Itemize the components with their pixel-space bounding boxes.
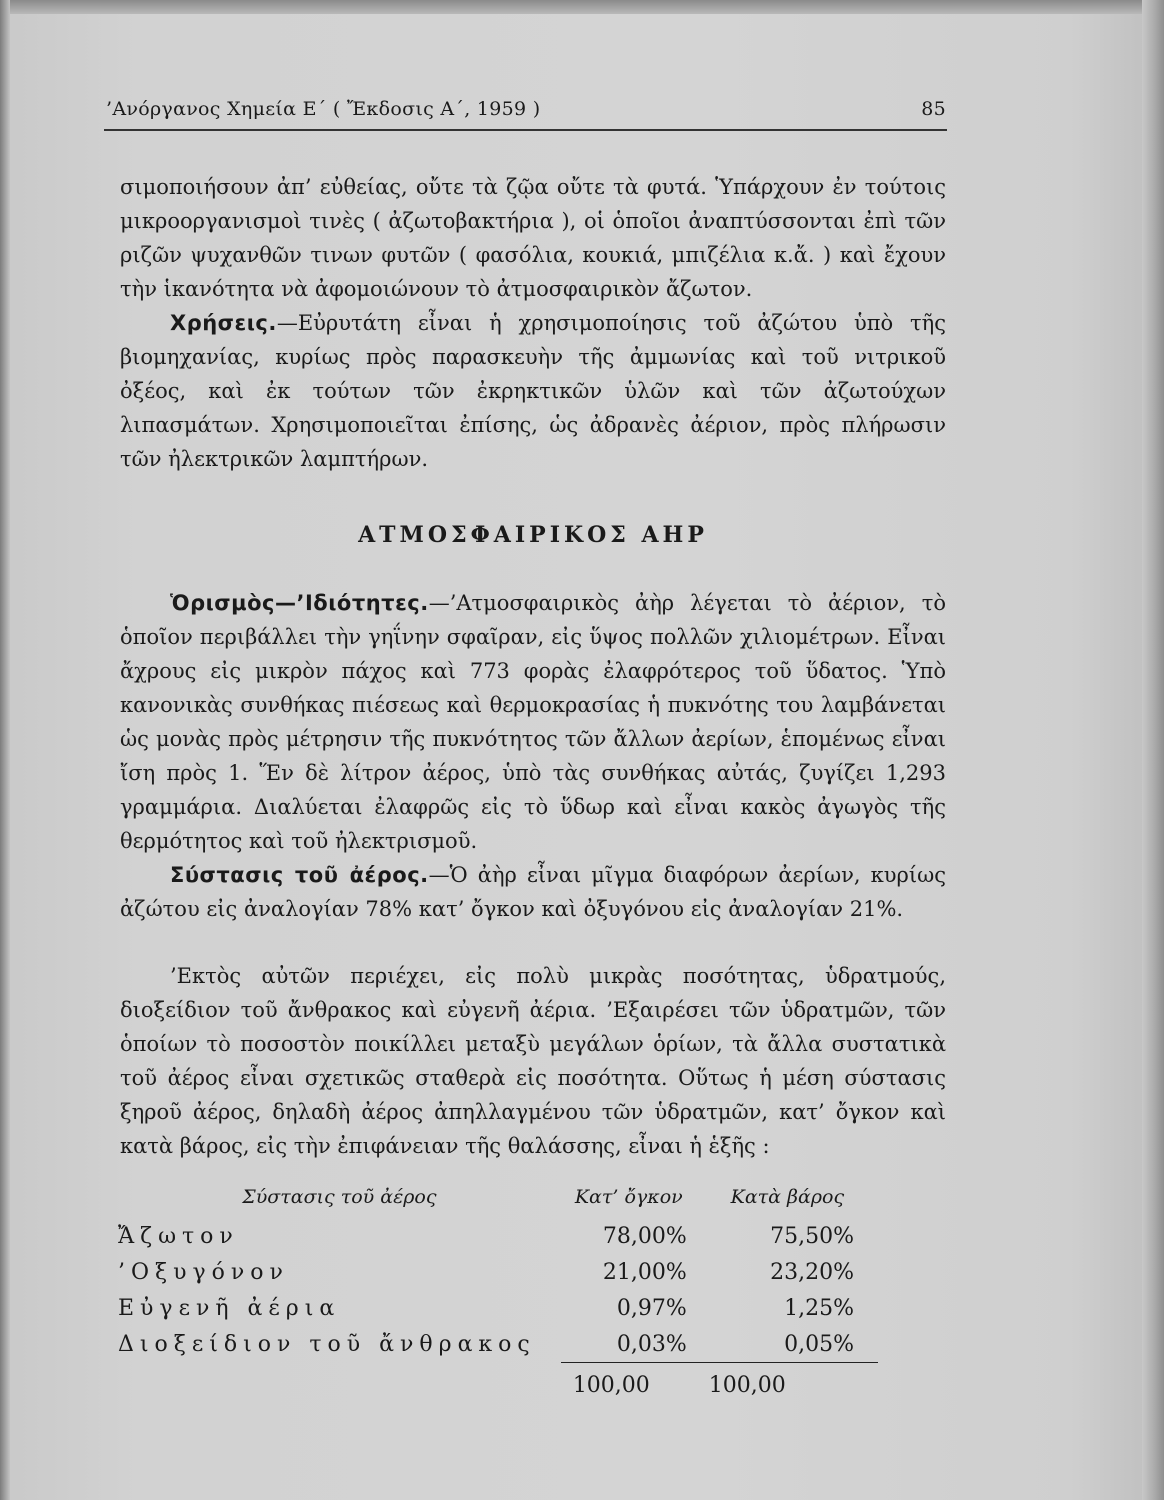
row-volume: 21,00% — [602, 1259, 687, 1285]
definition-text: —’Ατμοσφαιρικὸς ἀὴρ λέγεται τὸ ἀέριον, τὸ ὁποῖον περιβάλλει τὴν γηΐνην σφαῖραν, εἰς ὕψος πολλῶν χιλιομέτρων. Εἶναι ἄχρους εἰς μικρὸν πάχος καὶ 773 φορὰς ἐλαφρότερος τοῦ ὕδατος. Ὑπὸ κανονικὰς συνθήκας πιέσεως καὶ θερμοκρασίας ἡ πυκνότης του λαμβάνεται ὡς μονὰς πρὸς μέτρησιν τῆς πυκνότητος τῶν ἄλλων ἀερίων, ἑπομένως εἶναι ἴση πρὸς 1. Ἕν δὲ λίτρον ἀέρος, ὑπὸ τὰς συνθήκας αὐτάς, ζυγίζει 1,293 γραμμάρια. Διαλύεται ἐλαφρῶς εἰς τὸ ὕδωρ καὶ εἶναι κακὸς ἀγωγὸς τῆς θερμότητος καὶ τοῦ ἠλεκτρισμοῦ. — [120, 591, 946, 853]
scan-edge-top — [0, 0, 1164, 14]
composition-table — [118, 1186, 878, 1407]
table-row — [118, 1218, 878, 1254]
row-weight: 1,25% — [784, 1295, 854, 1321]
total-volume: 100,00 — [572, 1372, 650, 1398]
table-row — [118, 1254, 878, 1290]
row-name: Εὐγενῆ ἀέρια — [118, 1295, 341, 1321]
intro-block — [120, 170, 946, 476]
definition-label: Ὁρισμὸς—’Ιδιότητες. — [170, 591, 429, 615]
table-total-row — [118, 1363, 878, 1408]
table-row — [118, 1290, 878, 1326]
row-weight: 23,20% — [770, 1259, 854, 1285]
table-row — [118, 1326, 878, 1363]
row-weight: 0,05% — [697, 1326, 878, 1363]
composition-paragraph — [120, 858, 946, 926]
uses-text: —Εὐρυτάτη εἶναι ἡ χρησιμοποίησις τοῦ ἀζώτου ὑπὸ τῆς βιομηχανίας, κυρίως πρὸς παρασκευὴν τῆς ἀμμωνίας καὶ τοῦ νιτρικοῦ ὀξέος, καὶ ἐκ τούτων τῶν ἐκρηκτικῶν ὑλῶν καὶ τῶν ἀζωτούχων λιπασμάτων. Χρησιμοποιεῖται ἐπίσης, ὡς ἀδρανὲς ἀέριον, πρὸς πλήρωσιν τῶν ἠλεκτρικῶν λαμπτήρων. — [120, 311, 946, 471]
running-head — [106, 98, 946, 128]
page-number: 85 — [921, 98, 946, 120]
table-header-volume: Κατ’ ὄγκον — [574, 1186, 683, 1208]
row-weight: 75,50% — [770, 1223, 854, 1249]
scan-edge-left — [0, 0, 10, 1500]
row-name: Διοξείδιον τοῦ ἄνθρακος — [118, 1331, 536, 1357]
composition-block — [120, 959, 946, 1163]
definition-block — [120, 586, 946, 926]
row-volume: 78,00% — [602, 1223, 687, 1249]
scan-edge-right — [1142, 0, 1164, 1500]
table-header-component: Σύστασις τοῦ ἀέρος — [242, 1186, 437, 1208]
header-rule — [104, 129, 947, 131]
table-header-weight: Κατὰ βάρος — [730, 1186, 845, 1208]
book-title: ’Ανόργανος Χημεία Ε΄ ( Ἔκδοσις Α΄, 1959 ) — [106, 98, 541, 120]
row-volume: 0,03% — [561, 1326, 697, 1363]
composition-text: —Ὁ ἀὴρ εἶναι μῖγμα διαφόρων ἀερίων, κυρίως ἀζώτου εἰς ἀναλογίαν 78% κατ’ ὄγκον καὶ ὀξυγόνου εἰς ἀναλογίαν 21%. — [120, 863, 946, 921]
row-name: Ἄζωτον — [118, 1223, 239, 1249]
row-name: ’Οξυγόνον — [118, 1259, 289, 1285]
uses-label: Χρήσεις. — [170, 311, 277, 335]
section-heading: ΑΤΜΟΣΦΑΙΡΙΚΟΣ ΑΗΡ — [358, 522, 708, 548]
total-weight: 100,00 — [708, 1372, 786, 1398]
intro-paragraph: σιμοποιήσουν ἀπ’ εὐθείας, οὔτε τὰ ζῷα οὔτε τὰ φυτά. Ὑπάρχουν ἐν τούτοις μικροοργανισμοὶ τινὲς ( ἀζωτοβακτήρια ), οἱ ὁποῖοι ἀναπτύσσονται ἐπὶ τῶν ριζῶν ψυχανθῶν τινων φυτῶν ( φασόλια, κουκιά, μπιζέλια κ.ἄ. ) καὶ ἔχουν τὴν ἱκανότητα νὰ ἀφομοιώνουν τὸ ἀτμοσφαιρικὸν ἄζωτον. — [120, 175, 946, 301]
row-volume: 0,97% — [616, 1295, 687, 1321]
uses-paragraph — [120, 306, 946, 476]
composition-paragraph-2: ’Εκτὸς αὐτῶν περιέχει, εἰς πολὺ μικρὰς ποσότητας, ὑδρατμούς, διοξείδιον τοῦ ἄνθρακος καὶ εὐγενῆ ἀέρια. ’Εξαιρέσει τῶν ὑδρατμῶν, τῶν ὁποίων τὸ ποσοστὸν ποικίλλει μεταξὺ μεγάλων ὁρίων, τὰ ἄλλα συστατικὰ τοῦ ἀέρος εἶναι σχετικῶς σταθερὰ εἰς ποσότητα. Οὕτως ἡ μέση σύστασις ξηροῦ ἀέρος, δηλαδὴ ἀέρος ἀπηλλαγμένου τῶν ὑδρατμῶν, κατ’ ὄγκον καὶ κατὰ βάρος, εἰς τὴν ἐπιφάνειαν τῆς θαλάσσης, εἶναι ἡ ἑξῆς : — [120, 964, 946, 1158]
composition-label: Σύστασις τοῦ ἀέρος. — [170, 863, 429, 887]
definition-paragraph — [120, 586, 946, 858]
